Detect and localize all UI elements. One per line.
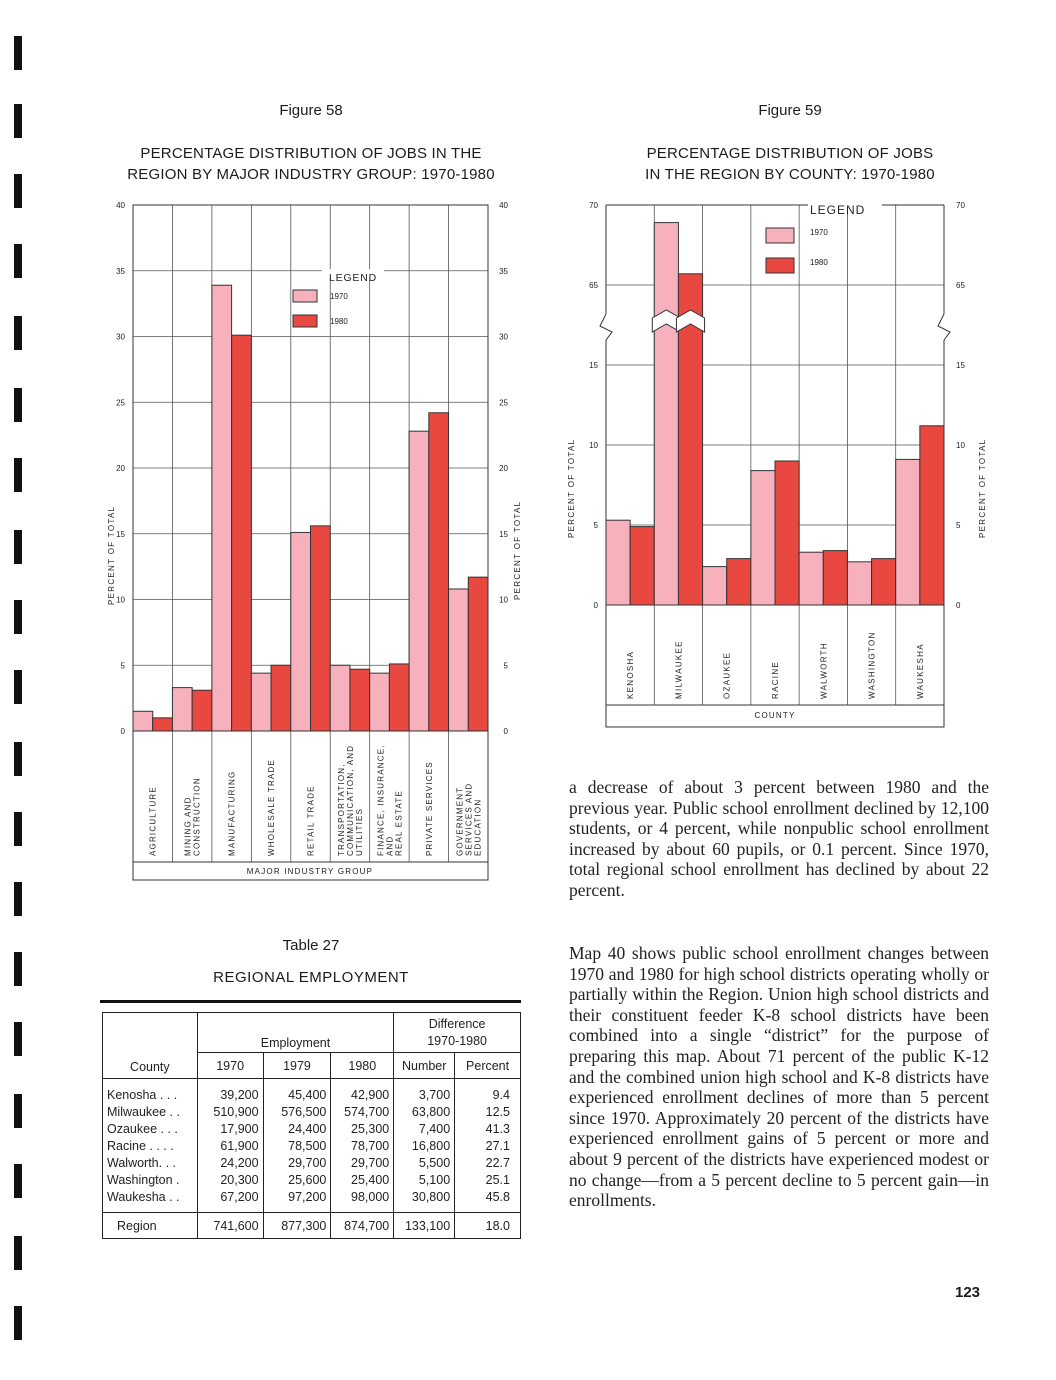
y-tick-label-left: 70 — [589, 201, 598, 210]
value-cell: 63,800 — [411, 1105, 451, 1119]
category-label: SERVICES AND — [464, 782, 474, 856]
bar-1980 — [630, 527, 654, 605]
figure59-title-line2: IN THE REGION BY COUNTY: 1970-1980 — [645, 166, 935, 183]
bar-1980 — [872, 559, 896, 605]
county-cell: Waukesha . . — [107, 1190, 180, 1204]
y-tick-label-left: 65 — [589, 281, 598, 290]
y-tick-label-left: 10 — [116, 595, 125, 605]
county-cell: Washington . — [107, 1173, 180, 1187]
value-cell: 9.4 — [492, 1088, 510, 1102]
employment-1980-column — [331, 1079, 394, 1213]
value-cell: 16,800 — [411, 1139, 451, 1153]
value-cell: 98,000 — [351, 1190, 390, 1204]
header-difference — [394, 1013, 521, 1053]
table-header-row — [103, 1013, 521, 1053]
bar-1970 — [654, 223, 678, 605]
bar-1970 — [799, 552, 823, 605]
value-cell: 22.7 — [485, 1156, 510, 1170]
value-cell: 25,400 — [351, 1173, 390, 1187]
value-cell: 25,300 — [351, 1122, 390, 1136]
category-label: REAL ESTATE — [394, 790, 404, 856]
category-label: KENOSHA — [626, 650, 636, 699]
figure58-label: Figure 58 — [279, 102, 343, 119]
x-axis-label: COUNTY — [754, 711, 796, 720]
county-cell: Milwaukee . . — [107, 1105, 180, 1119]
header-employment: Employment — [197, 1013, 394, 1053]
y-axis-label-right: PERCENT OF TOTAL — [513, 500, 522, 600]
total-cell: 18.0 — [455, 1213, 521, 1239]
y-tick-label-left: 0 — [593, 601, 598, 610]
figure58-title-line1: PERCENTAGE DISTRIBUTION OF JOBS IN THE — [140, 145, 482, 162]
employment-1979-column — [263, 1079, 331, 1213]
header-year-1979: 1979 — [263, 1053, 331, 1079]
y-tick-label-right: 15 — [499, 529, 508, 539]
category-label: RETAIL TRADE — [306, 785, 316, 856]
value-cell: 25.1 — [485, 1173, 510, 1187]
legend-swatch-1980 — [766, 258, 794, 273]
category-label: WALWORTH — [819, 642, 829, 699]
category-label: CONSTRUCTION — [192, 777, 202, 856]
value-cell: 510,900 — [213, 1105, 259, 1119]
value-cell: 42,900 — [351, 1088, 390, 1102]
bar-1970 — [751, 471, 775, 605]
value-cell: 5,100 — [418, 1173, 451, 1187]
category-label: MINING AND — [183, 796, 193, 856]
y-tick-label-right: 70 — [956, 201, 965, 210]
y-tick-label-right: 35 — [499, 266, 508, 276]
value-cell: 29,700 — [288, 1156, 327, 1170]
bar-1980 — [775, 461, 799, 605]
table-row-group — [103, 1079, 521, 1213]
legend-swatch-1970 — [766, 228, 794, 243]
value-cell: 24,200 — [220, 1156, 259, 1170]
legend-label-1980: 1980 — [330, 317, 348, 326]
value-cell: 45,400 — [288, 1088, 327, 1102]
total-cell: 741,600 — [197, 1213, 263, 1239]
y-tick-label-right: 10 — [956, 441, 965, 450]
total-cell: 874,700 — [331, 1213, 394, 1239]
category-label: WASHINGTON — [867, 631, 877, 699]
county-cell: Racine . . . . — [107, 1139, 174, 1153]
header-percent: Percent — [455, 1053, 521, 1079]
value-cell: 574,700 — [344, 1105, 390, 1119]
value-cell: 5,500 — [418, 1156, 451, 1170]
county-cell: Kenosha . . . — [107, 1088, 178, 1102]
value-cell: 27.1 — [485, 1139, 510, 1153]
figure59-label: Figure 59 — [758, 102, 822, 119]
y-tick-label-left: 35 — [116, 266, 125, 276]
y-tick-label-left: 40 — [116, 201, 125, 210]
difference-percent-column — [455, 1079, 521, 1213]
y-axis-label-right: PERCENT OF TOTAL — [978, 438, 987, 538]
legend-label-1980: 1980 — [810, 258, 828, 267]
category-label: UTILITIES — [354, 807, 364, 856]
total-cell: 133,100 — [394, 1213, 455, 1239]
value-cell: 30,800 — [411, 1190, 451, 1204]
county-cell: Ozaukee . . . — [107, 1122, 178, 1136]
value-cell: 576,500 — [281, 1105, 327, 1119]
y-tick-label-left: 30 — [116, 332, 125, 342]
category-label: AND — [385, 835, 395, 856]
value-cell: 3,700 — [418, 1088, 451, 1102]
axis-break-mark — [600, 314, 612, 340]
category-label: GOVERNMENT — [455, 786, 465, 856]
legend-label-1970: 1970 — [810, 228, 828, 237]
figure59-title-line1: PERCENTAGE DISTRIBUTION OF JOBS — [646, 145, 934, 162]
category-label: PRIVATE SERVICES — [424, 761, 434, 856]
value-cell: 61,900 — [220, 1139, 259, 1153]
x-axis-label: MAJOR INDUSTRY GROUP — [246, 867, 374, 876]
y-tick-label-right: 5 — [956, 521, 961, 530]
page-number: 123 — [955, 1284, 981, 1301]
value-cell: 24,400 — [288, 1122, 327, 1136]
legend-title: LEGEND — [810, 203, 866, 217]
category-label: RACINE — [771, 660, 780, 699]
value-cell: 67,200 — [220, 1190, 259, 1204]
y-tick-label-left: 15 — [116, 529, 125, 539]
category-label: COMMUNICATION, AND — [345, 744, 355, 856]
value-cell: 78,700 — [351, 1139, 390, 1153]
body-paragraph-1: a decrease of about 3 percent between 1980 and the previous year. Public school enrollment declined by 12,100 students, or 4 percent, while nonpublic school enrollment increased by about 60 pupils, or 0.1 percent. Since 1970, total regional school enrollment has declined by about 22 percent. — [569, 777, 989, 900]
value-cell: 45.8 — [485, 1190, 510, 1204]
value-cell: 12.5 — [485, 1105, 510, 1119]
y-tick-label-left: 5 — [593, 521, 598, 530]
table-top-rule — [100, 1000, 521, 1003]
y-tick-label-right: 15 — [956, 361, 965, 370]
difference-number-column — [394, 1079, 455, 1213]
y-tick-label-left: 20 — [116, 464, 125, 473]
value-cell: 97,200 — [288, 1190, 327, 1204]
value-cell: 39,200 — [220, 1088, 259, 1102]
value-cell: 78,500 — [288, 1139, 327, 1153]
y-tick-label-left: 10 — [589, 441, 598, 450]
bar-1970 — [703, 567, 727, 605]
y-tick-label-right: 30 — [499, 332, 508, 342]
employment-table — [102, 1012, 521, 1239]
table-total-row — [103, 1213, 521, 1239]
axis-break-mark — [938, 314, 950, 340]
category-label: FINANCE, INSURANCE, — [376, 744, 386, 856]
y-tick-label-left: 15 — [589, 361, 598, 370]
y-tick-label-right: 65 — [956, 281, 965, 290]
y-tick-label-right: 20 — [499, 464, 508, 473]
y-tick-label-left: 25 — [116, 398, 125, 408]
y-axis-label-left: PERCENT OF TOTAL — [567, 438, 576, 538]
county-column — [103, 1079, 198, 1213]
header-number: Number — [394, 1053, 455, 1079]
table-label: Table 27 — [282, 937, 340, 954]
header-difference-line2: 1970-1980 — [427, 1033, 488, 1048]
category-label: MANUFACTURING — [227, 770, 237, 856]
category-label: EDUCATION — [473, 798, 483, 856]
y-tick-label-right: 5 — [503, 661, 508, 671]
y-tick-label-right: 25 — [499, 398, 508, 408]
figure58-title-line2: REGION BY MAJOR INDUSTRY GROUP: 1970-1980 — [127, 166, 495, 183]
bar-1970 — [606, 520, 630, 605]
legend-label-1970: 1970 — [330, 292, 348, 301]
table-title: REGIONAL EMPLOYMENT — [213, 969, 409, 986]
y-tick-label-right: 10 — [499, 595, 508, 605]
y-tick-label-right: 40 — [499, 201, 508, 210]
legend-title: LEGEND — [329, 272, 377, 284]
value-cell: 7,400 — [418, 1122, 451, 1136]
category-label: WAUKESHA — [915, 643, 925, 699]
y-tick-label-right: 0 — [956, 601, 961, 610]
value-cell: 20,300 — [220, 1173, 259, 1187]
y-axis-label-left: PERCENT OF TOTAL — [107, 505, 116, 605]
bar-1980 — [823, 551, 847, 605]
category-label: WHOLESALE TRADE — [267, 759, 277, 856]
y-tick-label-left: 5 — [120, 661, 125, 671]
bar-1980 — [920, 426, 944, 605]
body-paragraph-2: Map 40 shows public school enrollment changes between 1970 and 1980 for high school districts operating wholly or partially within the Region. Union high school districts and their constituent feeder K-8 school districts have been combined into a single “district” for the purpose of preparing this map. About 71 percent of the public K-12 and the combined union high school and K-8 districts have experienced enrollment declines of more than 5 percent since 1970. Approximately 20 percent of the districts have experienced enrollment gains of 5 percent or more and about 9 percent of the districts have experienced modest or no change—from a 5 percent decline to 5 percent gain—in enrollments. — [569, 943, 989, 1211]
y-tick-label-right: 0 — [503, 727, 508, 736]
value-cell: 29,700 — [351, 1156, 390, 1170]
value-cell: 25,600 — [288, 1173, 327, 1187]
y-tick-label-left: 0 — [120, 727, 125, 736]
header-year-1980: 1980 — [331, 1053, 394, 1079]
bar-1980 — [727, 559, 751, 605]
category-label: OZAUKEE — [722, 651, 732, 699]
category-label: AGRICULTURE — [148, 786, 158, 856]
bar-1970 — [847, 562, 871, 605]
category-label: TRANSPORTATION, — [336, 763, 346, 856]
county-cell: Walworth. . . — [107, 1156, 176, 1170]
employment-1970-column — [197, 1079, 263, 1213]
category-label: MILWAUKEE — [674, 640, 684, 699]
header-county: County — [103, 1013, 198, 1079]
total-cell: 877,300 — [263, 1213, 331, 1239]
value-cell: 17,900 — [220, 1122, 259, 1136]
total-county-cell: Region — [103, 1213, 198, 1239]
header-year-1970: 1970 — [197, 1053, 263, 1079]
bar-1970 — [896, 459, 920, 605]
value-cell: 41.3 — [485, 1122, 510, 1136]
header-difference-line1: Difference — [428, 1016, 486, 1031]
